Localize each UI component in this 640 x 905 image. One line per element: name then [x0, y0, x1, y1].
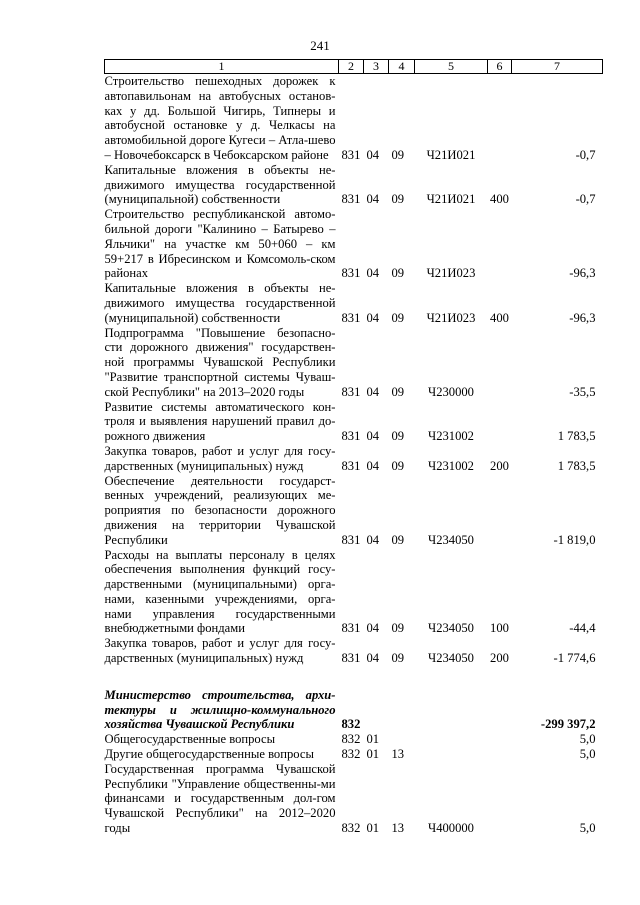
section-code-cell: 04 [366, 384, 380, 399]
expense-type-cell [488, 207, 512, 281]
expense-type-cell: 200 [490, 651, 509, 666]
ministry-name: Министерство строительства, архи-тектуры и жилищно-коммунального хозяйства Чувашской Республики [104, 687, 336, 732]
subsection-code-cell: 13 [391, 747, 405, 762]
ministry-code-cell: 831 [341, 651, 361, 666]
table-row [105, 747, 603, 762]
row-description: Обеспечение деятельности государст-венных учреждений, реализующих ме-роприятия по безопасности дорожного движения на территории Чувашской Республики [104, 473, 336, 547]
column-number: 1 [105, 60, 339, 74]
target-item-cell: Ч21И023 [426, 310, 476, 325]
row-description: Общегосударственные вопросы [104, 732, 276, 747]
table-row [105, 444, 603, 474]
expense-type-cell: 200 [490, 458, 509, 473]
table-body-transport [105, 74, 603, 666]
row-description: Капитальные вложения в объекты не-движимого имущества государственной (муниципальной) собственности [104, 162, 336, 207]
column-number-header [105, 60, 603, 74]
target-item-cell: Ч231002 [428, 458, 474, 473]
ministry-code-cell: 831 [341, 266, 361, 281]
expense-type-cell [488, 732, 512, 747]
amount-cell: 1 783,5 [557, 458, 596, 473]
subsection-code-cell: 09 [391, 310, 405, 325]
row-description: Подпрограмма "Повышение безопасно-сти дорожного движения" государствен-ной программы Чувашской Республики "Развитие транспортной системы Чуваш-ской Республики" на 2013–2020 годы [104, 325, 336, 399]
column-number: 6 [488, 60, 512, 74]
section-code-cell: 01 [366, 821, 380, 836]
target-item-cell: Ч21И021 [426, 192, 476, 207]
expense-type-cell: 400 [490, 192, 509, 207]
amount-cell: -1 774,6 [553, 651, 596, 666]
row-description: Развитие системы автоматического кон-троля и выявления нарушений правил до-рожного движения [104, 399, 336, 444]
section-code-cell: 04 [366, 266, 380, 281]
column-number: 2 [339, 60, 364, 74]
row-description: Другие общегосударственные вопросы [104, 747, 314, 762]
subsection-code-cell: 09 [391, 532, 405, 547]
target-item-cell: Ч234050 [428, 651, 474, 666]
column-number: 7 [512, 60, 603, 74]
column-number: 4 [389, 60, 415, 74]
ministry-code-cell: 832 [341, 821, 361, 836]
table-row [105, 207, 603, 281]
expense-type-cell [488, 74, 512, 163]
expense-type-cell: 400 [490, 310, 509, 325]
table-row [105, 548, 603, 637]
amount-cell: -35,5 [569, 384, 596, 399]
spacer-row [105, 666, 603, 688]
amount-cell: 5,0 [579, 747, 596, 762]
budget-table [104, 59, 603, 836]
expense-type-cell: 100 [490, 621, 509, 636]
table-row [105, 326, 603, 400]
target-item-cell: Ч231002 [428, 429, 474, 444]
target-item-cell: Ч21И021 [426, 147, 476, 162]
ministry-amount: -299 397,2 [540, 717, 596, 732]
ministry-code-cell: 831 [341, 384, 361, 399]
expense-type-cell [488, 762, 512, 836]
subsection-code-cell: 09 [391, 266, 405, 281]
subsection-code-cell [389, 732, 415, 747]
table-row [105, 732, 603, 747]
table-row [105, 163, 603, 207]
column-number: 5 [415, 60, 488, 74]
section-code-cell: 04 [366, 621, 380, 636]
amount-cell: -96,3 [569, 266, 596, 281]
table-body-ministry [105, 666, 603, 732]
table-row [105, 281, 603, 325]
table-row [105, 474, 603, 548]
subsection-code-cell: 13 [391, 821, 405, 836]
target-item-cell: Ч234050 [428, 621, 474, 636]
expense-type-cell [488, 747, 512, 762]
section-code-cell: 01 [366, 732, 380, 747]
target-item-cell: Ч234050 [428, 532, 474, 547]
ministry-code-cell: 832 [341, 732, 361, 747]
section-code-cell: 04 [366, 147, 380, 162]
section-code-cell: 04 [366, 310, 380, 325]
row-description: Закупка товаров, работ и услуг для госу-дарственных (муниципальных) нужд [104, 636, 336, 666]
subsection-code-cell: 09 [391, 651, 405, 666]
target-item-cell [415, 747, 488, 762]
ministry-code-cell: 831 [341, 429, 361, 444]
row-description: Закупка товаров, работ и услуг для госу-дарственных (муниципальных) нужд [104, 443, 336, 473]
ministry-code-cell: 831 [341, 532, 361, 547]
amount-cell: 5,0 [579, 732, 596, 747]
section-code-cell: 04 [366, 458, 380, 473]
amount-cell: -44,4 [569, 621, 596, 636]
ministry-code-cell: 831 [341, 192, 361, 207]
row-description: Строительство республиканской автомо-бильной дороги "Калинино – Батырево – Яльчики" на участке км 50+060 – км 59+217 в Ибресинском и Комсомоль-ском районах [104, 207, 336, 281]
subsection-code-cell: 09 [391, 429, 405, 444]
ministry-code-cell: 831 [341, 621, 361, 636]
target-item-cell: Ч230000 [428, 384, 474, 399]
target-item-cell: Ч400000 [428, 821, 474, 836]
amount-cell: -96,3 [569, 310, 596, 325]
ministry-code-cell: 831 [341, 310, 361, 325]
section-code-cell: 04 [366, 532, 380, 547]
subsection-code-cell: 09 [391, 192, 405, 207]
ministry-row [105, 688, 603, 732]
row-description: Расходы на выплаты персоналу в целях обеспечения выполнения функций госу-дарственными (муниципальными) орга-нами, казенными учреждениями, орга-нами управления государственными внебюджетными фондами [104, 547, 336, 636]
expense-type-cell [488, 474, 512, 548]
section-code-cell: 04 [366, 192, 380, 207]
ministry-code-cell: 831 [341, 458, 361, 473]
amount-cell: -1 819,0 [553, 532, 596, 547]
table-row [105, 400, 603, 444]
table-body-general [105, 732, 603, 836]
table-row [105, 762, 603, 836]
subsection-code-cell: 09 [391, 458, 405, 473]
section-code-cell: 04 [366, 651, 380, 666]
target-item-cell: Ч21И023 [426, 266, 476, 281]
ministry-code-cell: 831 [341, 147, 361, 162]
subsection-code-cell: 09 [391, 384, 405, 399]
amount-cell: -0,7 [575, 192, 596, 207]
amount-cell: -0,7 [575, 147, 596, 162]
page-number: 241 [310, 38, 330, 53]
subsection-code-cell: 09 [391, 621, 405, 636]
target-item-cell [415, 732, 488, 747]
amount-cell: 5,0 [579, 821, 596, 836]
subsection-code-cell: 09 [391, 147, 405, 162]
row-description: Строительство пешеходных дорожек к автопавильонам на автобусных останов-ках у дд. Большой Чигирь, Типнеры и автобусной остановке у д. Челкасы на автомобильной дороге Кугеси – Атла-шево – Новочебоксарск в Чебоксарском районе [104, 74, 336, 162]
expense-type-cell [488, 326, 512, 400]
amount-cell: 1 783,5 [557, 429, 596, 444]
row-description: Государственная программа Чувашской Республики "Управление общественны-ми финансами и государственным дол-гом Чувашской Республики" на 2012–2020 годы [104, 761, 336, 836]
table-row [105, 636, 603, 666]
row-description: Капитальные вложения в объекты не-движимого имущества государственной (муниципальной) собственности [104, 281, 336, 325]
column-number: 3 [364, 60, 389, 74]
table-row [105, 74, 603, 163]
section-code-cell: 04 [366, 429, 380, 444]
section-code-cell: 01 [366, 747, 380, 762]
ministry-code: 832 [341, 717, 361, 732]
ministry-code-cell: 832 [341, 747, 361, 762]
expense-type-cell [488, 400, 512, 444]
